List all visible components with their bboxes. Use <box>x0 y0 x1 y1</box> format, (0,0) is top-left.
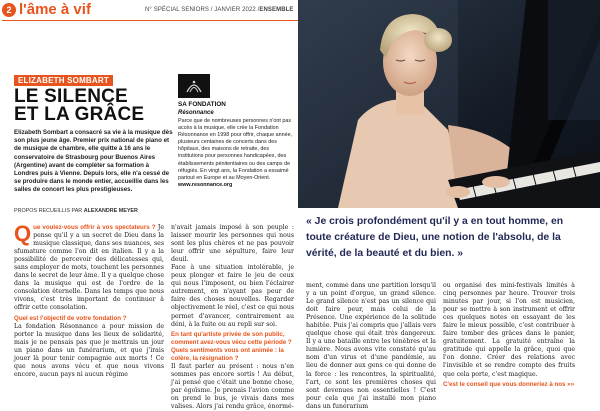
pull-quote: « Je crois profondément qu'il y a en tout homme, en toute créature de Dieu, une notion de l'absolu, de la vérité, de la beauté et du bien. » <box>306 216 564 259</box>
foundation-title: SA FONDATION <box>178 101 226 108</box>
question-4 <box>443 381 575 389</box>
title-line-1: LE SILENCE <box>14 86 128 107</box>
foundation-sidebar <box>178 101 296 189</box>
answer-2-para-2: Face à une situation intolérable, je peux plonger et faire le jeu de ceux qui nous l'imposent, ou bien l'éclairer autrement, en n'ayant pas peur de faire des choses nouvelles. Regarder objectivement le réel, c'est ce qui nous permet d'avancer, contrairement au déni, à la fuite ou au repli sur soi. <box>171 264 294 328</box>
pianist-photo <box>298 0 600 208</box>
foundation-name: Résonnance <box>178 110 214 116</box>
title-line-2: ET LA GRÂCE <box>14 104 145 125</box>
body-column-1 <box>14 221 164 401</box>
credit-prefix: PROPOS RECUEILLIS PAR <box>14 208 83 214</box>
page-number-badge: 2 <box>2 3 16 17</box>
body-column-4 <box>443 282 575 401</box>
answer-3-end: ou organisé des mini-festivals limités à cinq personnes par heure. Trouver trois minutes par jour, si l'on est musicien, pour se mettre à son instrument et offrir ces quelques notes en essayant de les faire le mieux possible, c'est contribuer à faire tomber des grâces dans le panier, gratuitement. La gratuité entraîne la gratitude qui appelle la grâce, quoi que l'on donne. Créer des relations avec l'invisible et se rendre compte des fruits que cela porte, c'est magique. <box>443 282 575 378</box>
credit-author: ALEXANDRE MEYER <box>83 208 138 214</box>
header-rule <box>2 20 298 21</box>
answer-2-cont: n'avait jamais imposé à son peuple : laisser mourir les personnes qui nous sont les plus chères et ne pas pouvoir leur offrir une sépulture, faire leur deuil. <box>171 224 294 264</box>
dropcap: Q <box>14 221 32 246</box>
body-column-3 <box>306 282 436 410</box>
answer-3: Il faut parler au présent : nous n'en sommes pas encore sortis ! Au début, j'ai pensé que c'était une bonne chose, par égoïsme. Je prenais l'avion comme on prend le bus, je vivais dans mes valises. Alors j'ai rendu grâce, énormé- <box>171 362 294 411</box>
pianist-illustration <box>298 0 600 208</box>
foundation-logo <box>178 74 210 98</box>
foundation-url[interactable]: www.resonnance.org <box>178 181 233 188</box>
article-title <box>14 88 174 124</box>
author-kicker: ELIZABETH SOMBART <box>14 75 113 86</box>
section-title: l'âme à vif <box>19 1 91 18</box>
question-3: En tant qu'artiste privée de son public, comment avez-vous vécu cette période ? Quels sentiments vous ont animée : la colère, la résignation ? <box>171 330 292 362</box>
continue-arrows-icon: »» <box>567 380 575 388</box>
article-credit <box>14 208 138 215</box>
foundation-text: Parce que de nombreuses personnes n'ont pas accès à la musique, elle crée la Fondation Résonnance en 1998 pour offrir, chaque année, plusieurs centaines de concerts dans des hôpitaux, des maisons de retraite, des institutions pour personnes handicapées, des établissements pénitentiaires ou des camps de réfugiés. En vingt ans, la Fondation a essaimé partout en Europe et au Moyen-Orient. <box>178 118 293 181</box>
question-4-text: C'est le conseil que vous donneriez à nos <box>443 380 566 388</box>
article-intro: Elizabeth Sombart a consacré sa vie à la musique dès son plus jeune âge. Premier prix national de piano et de musique de chambre, elle quitte à 16 ans le conservatoire de Strasbourg pour Buenos Aires (Argentine) avant de compléter sa formation à Londres puis à Vienne. Depuis lors, elle n'a cessé de se produire dans le monde entier, accueillie dans les salles de concert les plus prestigieuses. <box>14 129 173 194</box>
foundation-description <box>178 118 296 189</box>
answer-1: Je pense qu'il y a un secret de Dieu dans la musique classique, dans ses nuances, ses sfumature comme l'on dit en italien. Il y a la possibilité de percevoir des délicatesses qui, sans employer de mots, touchent les personnes dans le secret de leur âme. Il y a quelque chose dans la musique qui est de l'ordre de la consolation éternelle. Dans les temps que nous vivons, c'est très important de continuer à offrir cette consolation. <box>14 224 164 312</box>
answer-2: La fondation Résonnance a pour mission de porter la musique dans les lieux de solidarité, mais je ne pensais pas que je mettrais un jour un piano dans un funérarium, et que j'irais jouer là pour tenir compagnie aux morts ! Ce que nous avons vécu et que nous vivons encore, aucun pays ni aucun régime <box>14 322 164 378</box>
answer-3-cont: ment, comme dans une partition lorsqu'il y a un point d'orgue, un grand silence. Le grand silence n'est pas un silence qui doit faire peur, mais celui de la Présence. Une expérience de la solitude habitée. Puis j'ai compris que j'allais vers quelque chose qui était très dangereux. Il y a une bataille entre les ténèbres et la lumière. Nous avons vite constaté qu'au nom d'un virus et d'une pandémie, au lieu de donner aux gens ce qui donne de la force : les rencontres, la spiritualité, l'art, ce sont les premières choses qui sont devenues non essentielles ! C'est pour cela que j'ai installé mon piano dans un funérarium <box>306 282 436 410</box>
foundation-logo-icon <box>178 74 210 98</box>
issue-label: N° SPÉCIAL SENIORS / JANVIER 2022 / <box>145 7 260 13</box>
question-2: Quel est l'objectif de votre fondation ? <box>14 314 127 322</box>
issue-info <box>145 6 294 14</box>
question-1: ue voulez-vous offrir à vos spectateurs ? <box>33 224 156 231</box>
body-column-2 <box>171 224 294 411</box>
magazine-name: ENSEMBLE <box>259 7 294 13</box>
